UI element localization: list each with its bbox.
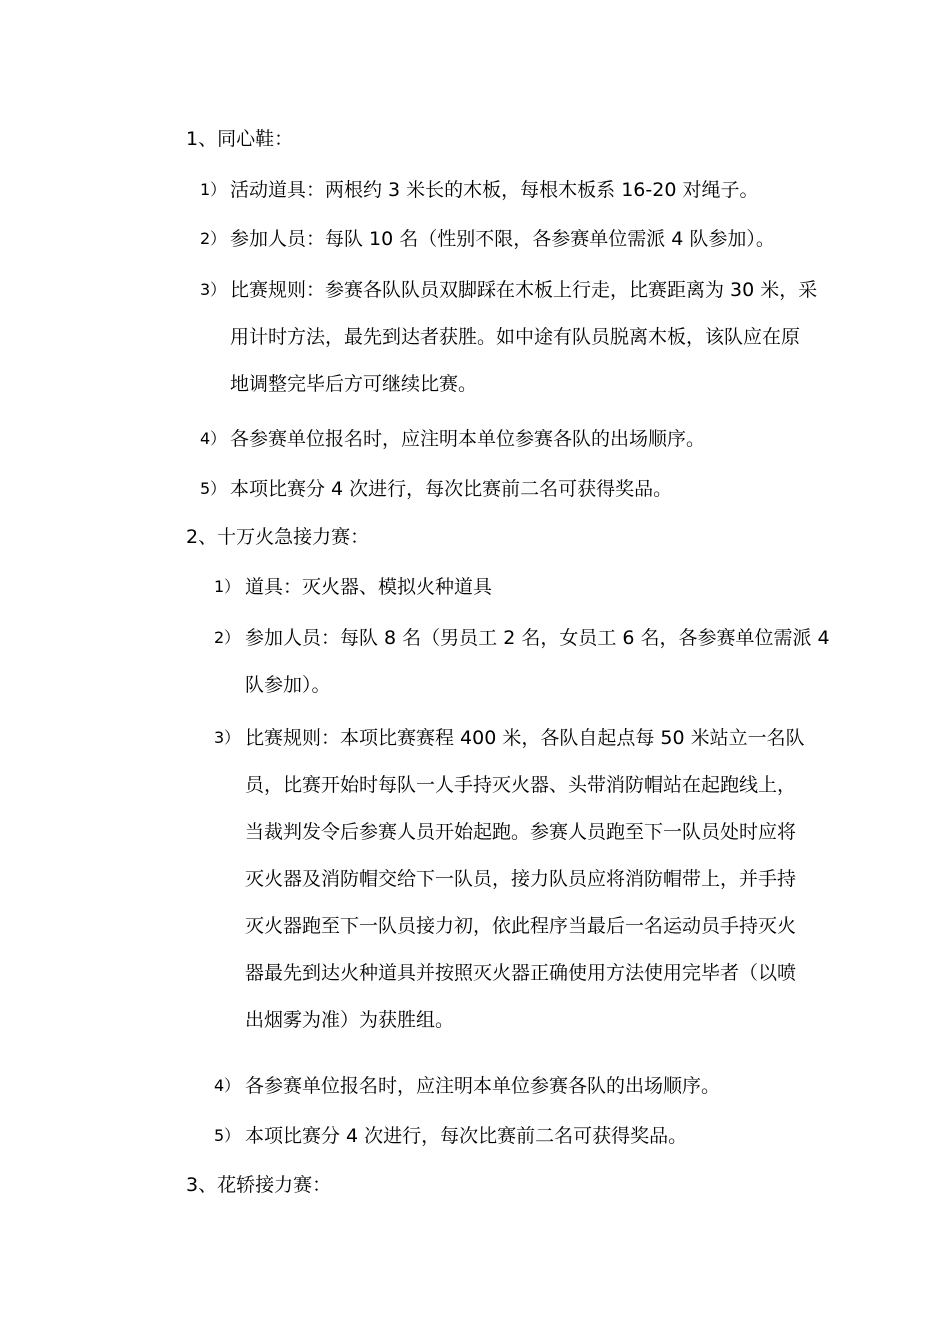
text-line: 地调整完毕后方可继续比赛。 <box>230 373 478 395</box>
section-heading: 3、花轿接力赛： <box>186 1174 332 1196</box>
item-text <box>245 626 830 720</box>
text-line: 活动道具：两根约 3 米长的木板，每根木板系 16-20 对绳子。 <box>230 179 759 201</box>
text-line: 比赛规则：本项比赛赛程 400 米，各队自起点每 50 米站立一名队 <box>245 727 805 749</box>
text-line: 用计时方法，最先到达者获胜。如中途有队员脱离木板，该队应在原 <box>230 326 801 348</box>
text-line: 员，比赛开始时每队一人手持灭火器、头带消防帽站在起跑线上， <box>245 774 797 796</box>
item-number: 5） <box>200 479 227 498</box>
section-heading: 2、十万火急接力赛： <box>186 526 370 548</box>
item-number: 3） <box>200 280 227 299</box>
text-line: 各参赛单位报名时，应注明本单位参赛各队的出场顺序。 <box>230 428 706 450</box>
item-text <box>245 726 810 1055</box>
item-text <box>230 178 810 225</box>
text-line: 灭火器跑至下一队员接力初，依此程序当最后一名运动员手持灭火 <box>245 915 797 937</box>
text-line: 出烟雾为准）为获胜组。 <box>245 1009 455 1031</box>
section-heading: 1、同心鞋： <box>186 128 294 150</box>
item-number: 5） <box>214 1126 241 1145</box>
item-number: 2） <box>200 229 227 248</box>
item-text <box>245 575 810 622</box>
text-line: 比赛规则：参赛各队队员双脚踩在木板上行走，比赛距离为 30 米，采 <box>230 279 818 301</box>
text-line: 各参赛单位报名时，应注明本单位参赛各队的出场顺序。 <box>245 1075 721 1097</box>
text-line: 队参加）。 <box>245 674 331 696</box>
item-text <box>230 227 810 274</box>
text-line: 本项比赛分 4 次进行，每次比赛前二名可获得奖品。 <box>230 478 673 500</box>
text-line: 参加人员：每队 10 名（性别不限，各参赛单位需派 4 队参加）。 <box>230 228 775 250</box>
text-line: 参加人员：每队 8 名（男员工 2 名，女员工 6 名，各参赛单位需派 4 <box>245 627 830 649</box>
text-line: 本项比赛分 4 次进行，每次比赛前二名可获得奖品。 <box>245 1125 688 1147</box>
text-line: 灭火器及消防帽交给下一队员，接力队员应将消防帽带上，并手持 <box>245 868 797 890</box>
item-text <box>230 278 818 419</box>
item-number: 3） <box>214 728 241 747</box>
item-number: 4） <box>214 1076 241 1095</box>
text-line: 当裁判发令后参赛人员开始起跑。参赛人员跑至下一队员处时应将 <box>245 821 797 843</box>
item-number: 2） <box>214 628 241 647</box>
text-line: 道具：灭火器、模拟火种道具 <box>245 576 493 598</box>
text-line: 器最先到达火种道具并按照灭火器正确使用方法使用完毕者（以喷 <box>245 962 797 984</box>
item-text <box>230 477 810 524</box>
item-number: 1） <box>214 577 241 596</box>
item-text <box>245 1124 810 1171</box>
item-number: 1） <box>200 180 227 199</box>
item-text <box>230 427 810 474</box>
item-text <box>245 1074 810 1121</box>
item-number: 4） <box>200 429 227 448</box>
